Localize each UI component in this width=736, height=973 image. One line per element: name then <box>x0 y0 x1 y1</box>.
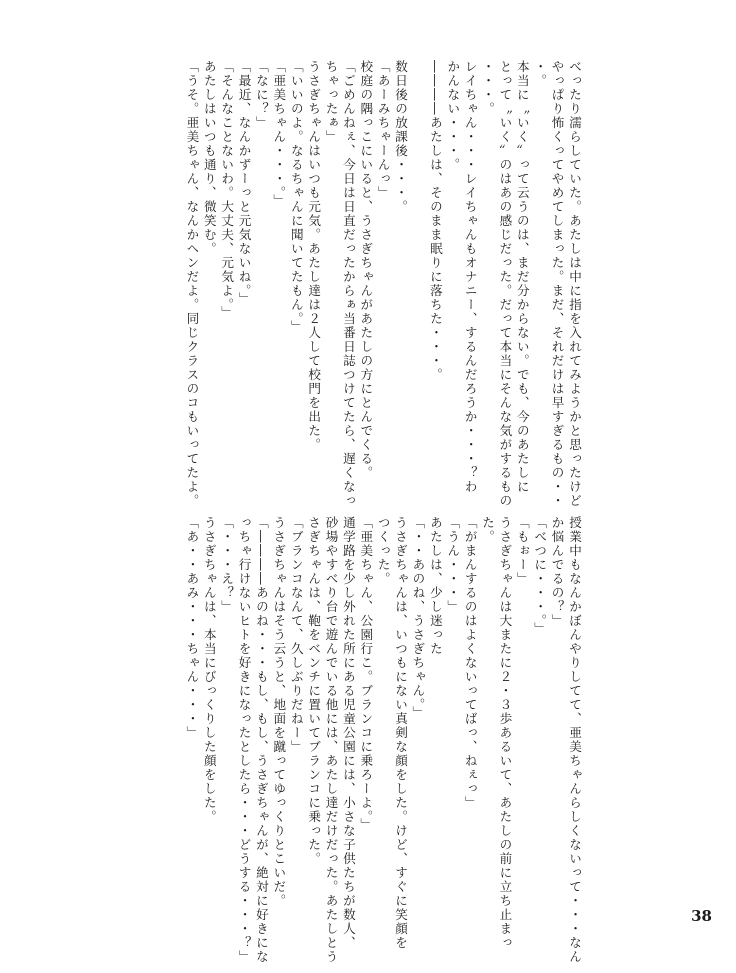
text-line: うさぎちゃんは大またに２・３歩あるいて、あたしの前に立ち止まっ <box>497 516 513 950</box>
text-line: 通学路を少し外れた所にある児童公園には、小さな子供たちが数人、 <box>340 516 356 950</box>
text-line: 授業中もなんかぼんやりしてて、亜美ちゃんらしくないって・・・なん <box>567 516 582 964</box>
text-line: 校庭の隅っこにいると、うさぎちゃんがあたしの方にとんでくる。 <box>358 60 374 480</box>
text-line: 砂場やすべり台で遊んでいる他には、あたし達だけだった。あたしとう <box>323 516 339 964</box>
text-block-lower <box>148 516 582 964</box>
text-line: 本当に〝いく〟って云うのは、まだ分からない。でも、今のあたしに <box>514 60 530 494</box>
text-line: べったり濡らしていた。あたしは中に指を入れてみようかと思ったけど <box>567 60 582 508</box>
text-line: ――――あたしは、そのまま眠りに落ちた・・・。 <box>427 60 443 382</box>
text-line: あたしはいつも通り、微笑む。 <box>201 60 217 256</box>
text-line: 「べつに・・・。」 <box>532 516 548 636</box>
text-block-upper <box>160 60 582 508</box>
text-line: ちゃったぁ」 <box>323 60 339 144</box>
text-line: 「そんなことないわ。大丈夫、元気よ。」 <box>219 60 235 320</box>
text-line: 「うん・・・」 <box>445 516 461 614</box>
text-line: ・・・。 <box>480 60 496 116</box>
text-line: さぎちゃんは、鞄をベンチに置いてブランコに乗った。 <box>306 516 322 866</box>
page-number: 38 <box>691 907 712 925</box>
text-line: 「亜美ちゃん・・・。」 <box>271 60 287 208</box>
text-line: かんない・・・。 <box>445 60 461 172</box>
text-line: うさぎちゃんは、いつもにない真剣な顔をした。けど、すぐに笑顔を <box>393 516 409 950</box>
text-line: 「がまんするのはよくないってばっ、ねぇっ」 <box>462 516 478 810</box>
text-line: 「ブランコなんて、久しぶりだねー」 <box>288 516 304 754</box>
text-line: つくった。 <box>375 516 391 586</box>
text-line: うさぎちゃんはそう云うと、地面を蹴ってゆっくりとこいだ。 <box>271 516 287 908</box>
text-line: 「あーみちゃーんっ」 <box>375 60 391 200</box>
text-line: 数日後の放課後・・・。 <box>393 60 409 214</box>
text-line: 「なに？」 <box>253 60 269 130</box>
text-line: 「ごめんねぇ、今日は日直だったからぁ当番日誌つけてたら、遅くなっ <box>340 60 356 508</box>
text-line: た。 <box>480 516 496 544</box>
text-line: 「うそ。亜美ちゃん、なんかヘンだよ。同じクラスのコもいってたよ。 <box>184 60 200 508</box>
text-line: 「亜美ちゃん、公園行こ。ブランコに乗ろーよ。」 <box>358 516 374 832</box>
text-line: とって〝いく〟のはあの感じだった。だって本当にそんな気がするもの <box>497 60 513 508</box>
text-line: 「・・あのね、うさぎちゃん。」 <box>410 516 426 720</box>
text-line: 「・・・え？」 <box>219 516 235 614</box>
text-line: ・。 <box>532 60 548 88</box>
text-line: うさぎちゃんは、本当にびっくりした顔をした。 <box>201 516 217 824</box>
text-line: レイちゃん・・・レイちゃんもオナニー、するんだろうか・・・？わ <box>462 60 478 494</box>
text-line: か悩んでるの？」 <box>549 516 565 628</box>
text-line: うさぎちゃんはいつも元気。あたし達は２人して校門を出た。 <box>306 60 322 452</box>
text-line: 「いいのよ。なるちゃんに聞いてたもん。」 <box>288 60 304 334</box>
text-line: あたしは、少し迷った <box>427 516 443 656</box>
text-line: 「――――あのね・・・もし、もし、うさぎちゃんが、絶対に好きにな <box>253 516 269 964</box>
text-line: 「あ・・あみ・・・ちゃん・・・」 <box>184 516 200 740</box>
text-line: 「もぉー」 <box>514 516 530 586</box>
text-line: 「最近、なんかずーっと元気ないね。」 <box>236 60 252 306</box>
text-line: やっぱり怖くってやめてしまった。まだ、それだけは早すぎるもの・・ <box>549 60 565 508</box>
text-line: っちゃ行けないヒトを好きになったとしたら・・・どうする・・・？」 <box>236 516 252 964</box>
